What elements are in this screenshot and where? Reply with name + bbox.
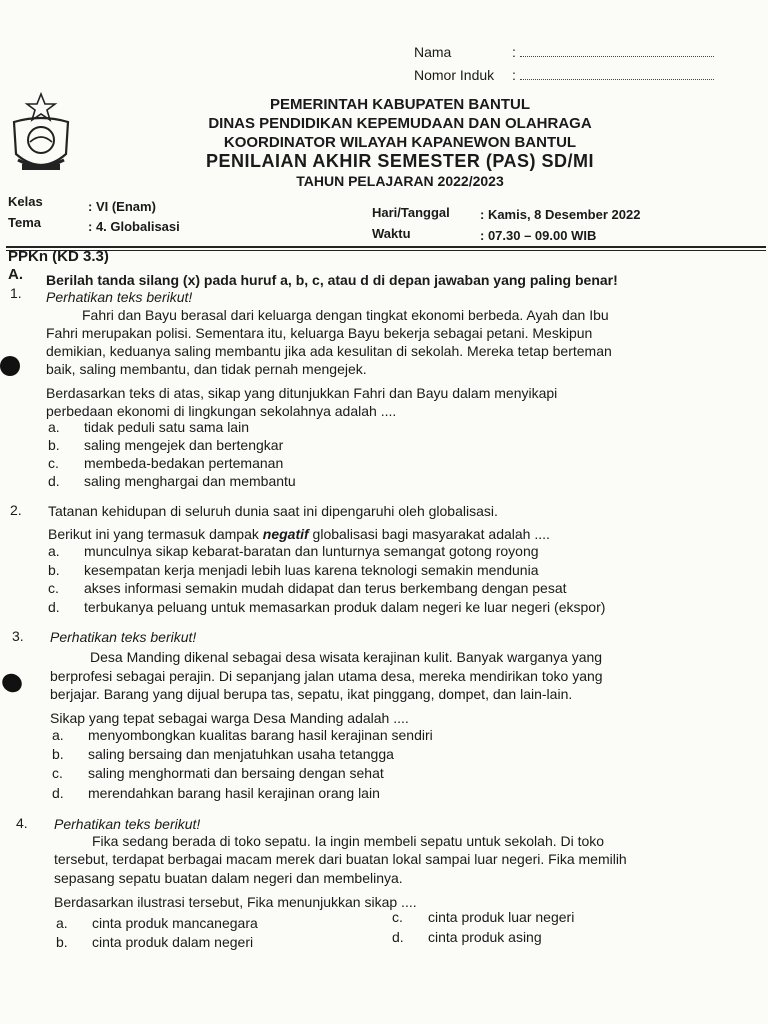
question-1-option-b[interactable] (48, 437, 283, 453)
option-text: cinta produk luar negeri (428, 909, 575, 925)
question-4-stem: Berdasarkan ilustrasi tersebut, Fika menunjukkan sikap .... (54, 894, 417, 910)
punch-hole (0, 670, 25, 696)
header-school-year: TAHUN PELAJARAN 2022/2023 (296, 173, 504, 189)
name-blank-line (520, 44, 714, 57)
option-letter: c. (392, 909, 403, 925)
option-text: saling menghargai dan membantu (84, 473, 296, 489)
header-exam-title: PENILAIAN AKHIR SEMESTER (PAS) SD/MI (205, 151, 595, 171)
question-1-stem: Berdasarkan teks di atas, sikap yang ditunjukkan Fahri dan Bayu dalam menyikapi (46, 385, 558, 401)
header-coordinator: KOORDINATOR WILAYAH KAPANEWON BANTUL (223, 134, 577, 151)
question-2-stem-pre: Berikut ini yang termasuk dampak (48, 526, 263, 542)
question-3-option-d[interactable] (52, 785, 380, 801)
question-3-intro: Perhatikan teks berikut! (50, 629, 197, 645)
time-label: Waktu (372, 226, 411, 241)
option-text: cinta produk asing (428, 929, 542, 945)
question-3-option-c[interactable] (52, 765, 384, 781)
question-3-option-a[interactable] (52, 727, 433, 743)
option-letter: c. (52, 765, 63, 781)
option-text: tidak peduli satu sama lain (84, 419, 249, 435)
question-3-number: 3. (12, 628, 24, 644)
question-2-stem (48, 525, 550, 544)
question-2-stem-emphasis: negatif (262, 526, 309, 542)
question-1-passage: Fahri merupakan polisi. Sementara itu, keluarga Bayu bekerja sebagai petani. Meskipun (46, 325, 593, 341)
student-id-label: Nomor Induk (414, 67, 495, 83)
question-3-passage: berprofesi sebagai perajin. Di sepanjang jalan utama desa, mereka mendirikan toko yang (50, 668, 603, 684)
name-field[interactable] (414, 44, 714, 60)
question-4-option-c[interactable] (392, 909, 574, 925)
option-letter: d. (392, 929, 404, 945)
option-letter: a. (52, 727, 64, 743)
question-1-stem: perbedaan ekonomi di lingkungan sekolahnya adalah .... (46, 403, 397, 419)
option-letter: c. (48, 455, 59, 471)
question-3-option-b[interactable] (52, 746, 394, 762)
option-letter: d. (52, 785, 64, 801)
date-label: Hari/Tanggal (372, 205, 450, 220)
question-2-number: 2. (10, 502, 22, 518)
option-text: saling menghormati dan bersaing dengan sehat (88, 765, 384, 781)
option-letter: b. (48, 437, 60, 453)
header-government: PEMERINTAH KABUPATEN BANTUL (270, 96, 530, 113)
theme-label: Tema (8, 215, 41, 230)
theme-value: : 4. Globalisasi (88, 219, 180, 234)
option-letter: d. (48, 599, 60, 615)
question-3-passage: Desa Manding dikenal sebagai desa wisata kerajinan kulit. Banyak warganya yang (90, 649, 603, 665)
option-text: saling bersaing dan menjatuhkan usaha tetangga (88, 746, 394, 762)
student-id-blank-line (520, 67, 714, 80)
date-value: : Kamis, 8 Desember 2022 (480, 207, 641, 222)
option-text: menyombongkan kualitas barang hasil kerajinan sendiri (88, 727, 433, 743)
question-4-passage: sepasang sepatu buatan dalam negeri dan membelinya. (54, 870, 403, 886)
option-text: membeda-bedakan pertemanan (84, 455, 284, 471)
time-value: : 07.30 – 09.00 WIB (480, 228, 597, 243)
question-3-passage: berjajar. Barang yang dijual berupa tas, sepatu, ikat pinggang, dompet, dan lain-lain. (50, 686, 573, 702)
header-divider (6, 246, 766, 248)
question-1-option-a[interactable] (48, 419, 249, 435)
question-2-option-a[interactable] (48, 543, 539, 559)
option-letter: a. (56, 915, 68, 931)
option-letter: b. (56, 934, 68, 950)
question-2-passage: Tatanan kehidupan di seluruh dunia saat ini dipengaruhi oleh globalisasi. (48, 503, 498, 519)
option-text: akses informasi semakin mudah didapat dan terus berkembang dengan pesat (84, 580, 567, 596)
section-instruction: Berilah tanda silang (x) pada huruf a, b, c, atau d di depan jawaban yang paling benar! (46, 272, 618, 288)
question-2-stem-post: globalisasi bagi masyarakat adalah .... (308, 526, 550, 542)
question-4-intro: Perhatikan teks berikut! (54, 816, 201, 832)
header-divider-thin (6, 250, 766, 251)
option-letter: a. (48, 419, 60, 435)
question-2-option-d[interactable] (48, 599, 605, 615)
option-text: munculnya sikap kebarat-baratan dan lunturnya semangat gotong royong (84, 543, 539, 559)
option-letter: b. (48, 562, 60, 578)
name-label: Nama (414, 44, 452, 60)
section-letter: A. (8, 266, 23, 283)
student-id-colon: : (512, 67, 516, 83)
option-letter: b. (52, 746, 64, 762)
question-1-passage: baik, saling membantu, dan tidak pernah mengejek. (46, 361, 367, 377)
question-4-option-b[interactable] (56, 934, 253, 950)
option-text: saling mengejek dan bertengkar (84, 437, 284, 453)
question-4-passage: tersebut, terdapat berbagai macam merek dari buatan lokal sampai luar negeri. Fika memilih (54, 851, 627, 867)
regency-emblem-icon (8, 92, 74, 178)
option-text: merendahkan barang hasil kerajinan orang lain (88, 785, 380, 801)
class-value: : VI (Enam) (88, 199, 156, 214)
question-1-option-d[interactable] (48, 473, 296, 489)
question-3-stem: Sikap yang tepat sebagai warga Desa Manding adalah .... (50, 710, 409, 726)
question-1-passage: demikian, keduanya saling membantu jika ada kesulitan di sekolah. Mereka tetap berteman (46, 343, 612, 359)
question-1-intro: Perhatikan teks berikut! (46, 289, 193, 305)
option-text: kesempatan kerja menjadi lebih luas karena teknologi semakin mendunia (84, 562, 539, 578)
question-2-option-c[interactable] (48, 580, 567, 596)
option-letter: d. (48, 473, 60, 489)
question-4-passage: Fika sedang berada di toko sepatu. Ia ingin membeli sepatu untuk sekolah. Di toko (92, 833, 605, 849)
name-colon: : (512, 44, 516, 60)
option-letter: a. (48, 543, 60, 559)
option-letter: c. (48, 580, 59, 596)
class-label: Kelas (8, 194, 43, 209)
question-4-option-d[interactable] (392, 929, 542, 945)
question-1-passage: Fahri dan Bayu berasal dari keluarga dengan tingkat ekonomi berbeda. Ayah dan Ibu (82, 307, 609, 323)
punch-hole (0, 356, 20, 376)
question-4-number: 4. (16, 815, 28, 831)
option-text: cinta produk dalam negeri (92, 934, 254, 950)
question-4-option-a[interactable] (56, 915, 258, 931)
option-text: cinta produk mancanegara (92, 915, 258, 931)
option-text: terbukanya peluang untuk memasarkan produk dalam negeri ke luar negeri (ekspor) (84, 599, 606, 615)
question-2-option-b[interactable] (48, 562, 539, 578)
student-id-field[interactable] (414, 67, 714, 83)
question-1-option-c[interactable] (48, 455, 283, 471)
subject-title: PPKn (KD 3.3) (8, 248, 109, 265)
question-1-number: 1. (10, 285, 22, 301)
header-department: DINAS PENDIDIKAN KEPEMUDAAN DAN OLAHRAGA (208, 115, 592, 132)
